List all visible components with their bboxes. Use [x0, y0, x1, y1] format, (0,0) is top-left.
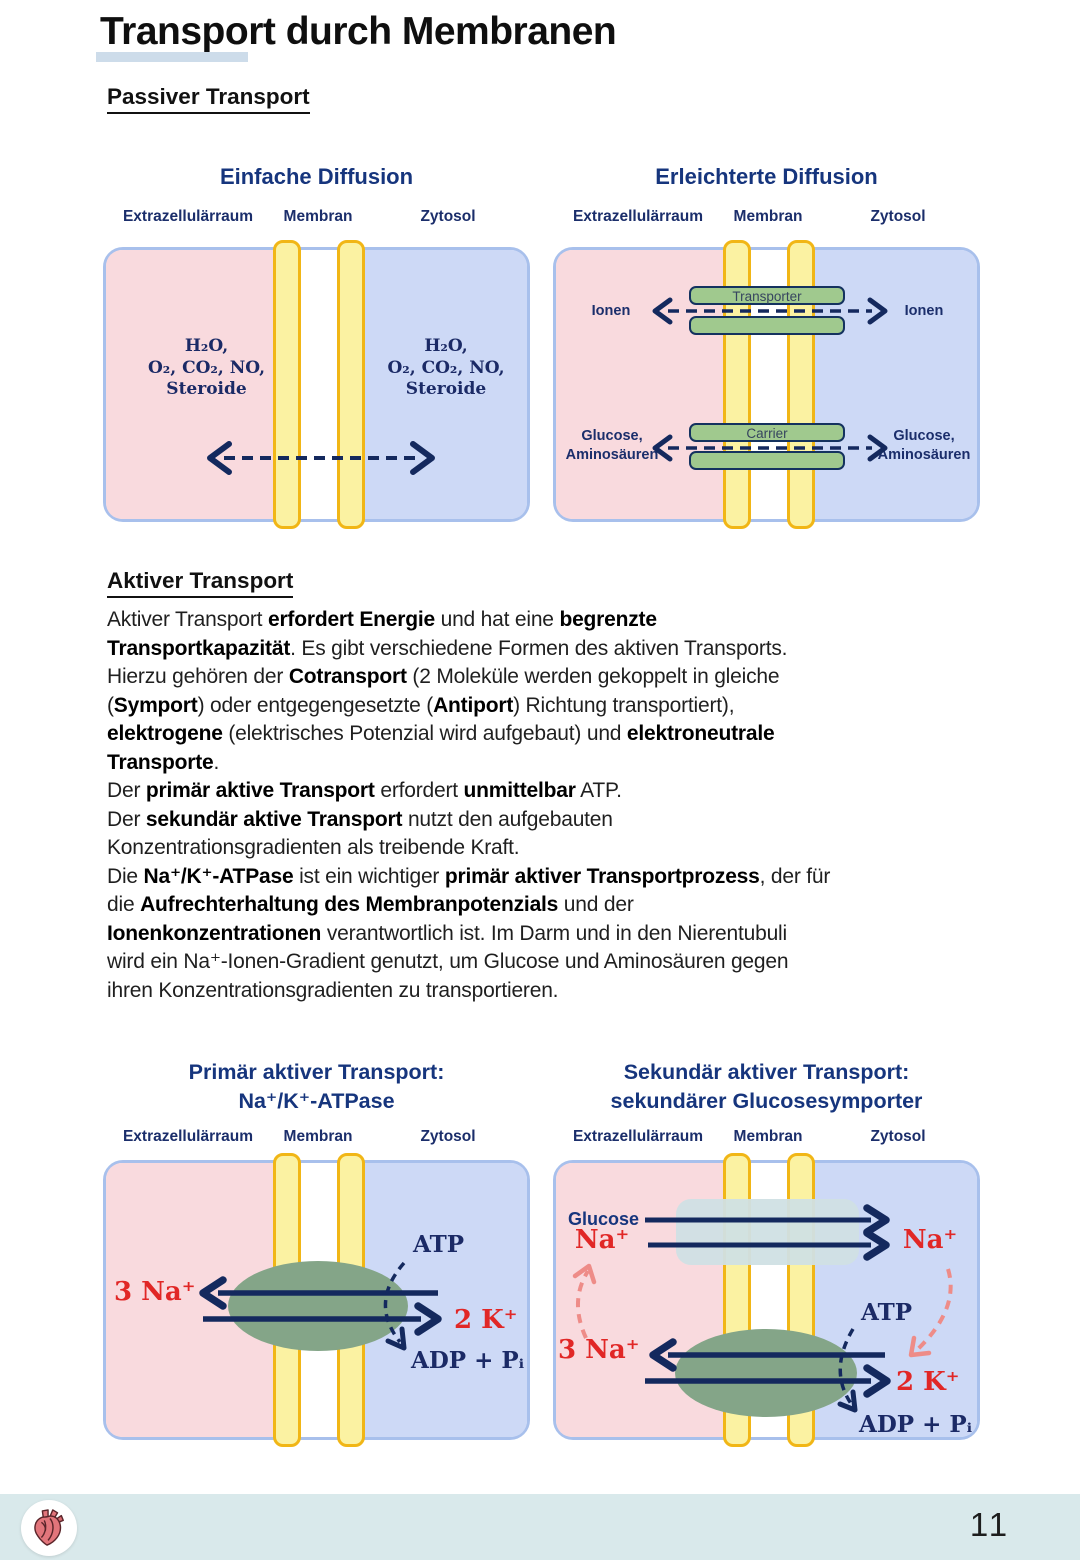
column-labels-secondary-active — [553, 1128, 980, 1148]
label-cytosol: Zytosol — [870, 208, 926, 225]
primary-active-box — [103, 1160, 530, 1440]
carrier-substrate-right: Glucose, Aminosäuren — [877, 428, 971, 463]
sodium-in-right-label: Na⁺ — [902, 1225, 958, 1255]
page-number: 11 — [969, 1506, 1011, 1543]
adp-label: ADP + Pᵢ — [859, 1411, 973, 1438]
label-extracellular: Extrazellulärraum — [122, 208, 254, 225]
molecule-list-right: H₂O, O₂, CO₂, NO, Steroide — [387, 336, 505, 399]
heart-logo — [21, 1500, 77, 1556]
diffusion-arrow — [106, 250, 533, 525]
label-membrane: Membran — [283, 208, 353, 225]
carrier-substrate-left: Glucose, Aminosäuren — [565, 428, 659, 463]
label-membrane: Membran — [733, 1128, 803, 1145]
sodium-out-label: 3 Na⁺ — [558, 1335, 640, 1365]
potassium-in-label: 2 K⁺ — [896, 1367, 960, 1397]
diagram-title-primary-active: Primär aktiver Transport: Na⁺/K⁺-ATPase — [188, 1060, 445, 1113]
diagram-title-simple-diffusion: Einfache Diffusion — [219, 164, 414, 189]
label-extracellular: Extrazellulärraum — [572, 1128, 704, 1145]
heart-icon — [30, 1508, 68, 1548]
label-extracellular: Extrazellulärraum — [122, 1128, 254, 1145]
diagram-title-facilitated-diffusion: Erleichterte Diffusion — [655, 164, 878, 189]
label-cytosol: Zytosol — [420, 1128, 476, 1145]
atp-label: ATP — [861, 1299, 912, 1326]
glucose-label: Glucose — [568, 1209, 640, 1229]
footer-bar — [0, 1494, 1080, 1560]
ion-label-right: Ionen — [904, 303, 944, 319]
column-labels-facilitated-diffusion — [553, 208, 980, 228]
simple-diffusion-box — [103, 247, 530, 522]
transport-arrows — [556, 250, 983, 525]
column-labels-simple-diffusion — [103, 208, 530, 228]
atp-label: ATP — [413, 1231, 464, 1258]
potassium-in-label: 2 K⁺ — [454, 1305, 518, 1335]
page-title: Transport durch Membranen — [100, 10, 617, 53]
transporter-label: Transporter — [732, 289, 802, 304]
sodium-out-label: 3 Na⁺ — [114, 1277, 196, 1307]
heading-aktiver-transport: Aktiver Transport — [107, 568, 293, 598]
adp-label: ADP + Pᵢ — [411, 1347, 525, 1374]
active-transport-paragraph: Aktiver Transport erfordert Energie und hat eine begrenzte Transportkapazität. Es gibt verschiedene Formen des aktiven Transports. Hierzu gehören der Cotransport (2 Moleküle werden gekoppelt in gleiche (Symport) oder entgegengesetzte (Antiport) Richtung transportiert), elektrogene (elektrisches Potenzial wird aufgebaut) und elektroneutrale Transporte. Der primär aktive Transport erfordert unmittelbar ATP. Der sekundär aktive Transport nutzt den aufgebauten Konzentrationsgradienten als treibende Kraft. Die Na⁺/K⁺-ATPase ist ein wichtiger primär aktiver Transportprozess, der für die Aufrechterhaltung des Membranpotenzials und der Ionenkonzentrationen verantwortlich ist. Im Darm und in den Nierentubuli wird ein Na⁺-Ionen-Gradient genutzt, um Glucose und Aminosäuren gegen ihren Konzentrationsgradienten zu transportieren. — [107, 608, 831, 1002]
molecule-list-left: H₂O, O₂, CO₂, NO, Steroide — [148, 336, 265, 399]
column-labels-primary-active — [103, 1128, 530, 1148]
carrier-label: Carrier — [746, 426, 788, 441]
label-extracellular: Extrazellulärraum — [572, 208, 704, 225]
diagram-title-secondary-active: Sekundär aktiver Transport: sekundärer Glucosesymporter — [610, 1060, 923, 1113]
sodium-in-left-label: Na⁺ — [574, 1225, 630, 1255]
label-cytosol: Zytosol — [420, 208, 476, 225]
ion-label-left: Ionen — [591, 303, 631, 319]
label-cytosol: Zytosol — [870, 1128, 926, 1145]
label-membrane: Membran — [283, 1128, 353, 1145]
facilitated-diffusion-box — [553, 247, 980, 522]
secondary-active-box — [553, 1160, 980, 1440]
symporter-arrows — [556, 1163, 983, 1443]
label-membrane: Membran — [733, 208, 803, 225]
heading-passiver-transport: Passiver Transport — [107, 84, 310, 114]
